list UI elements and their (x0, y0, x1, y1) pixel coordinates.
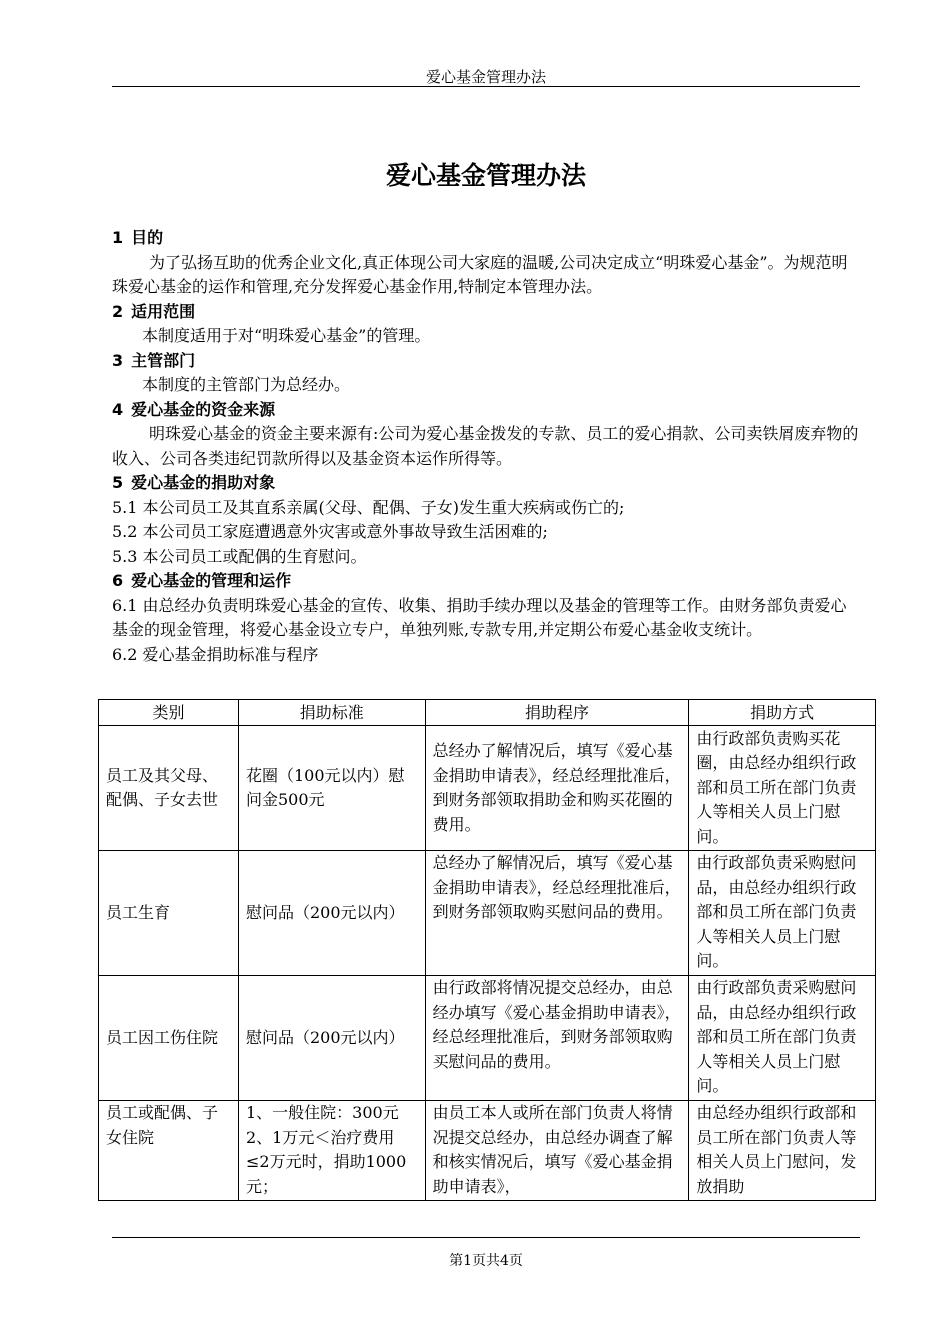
list-item: 5.2 本公司员工家庭遭遇意外灾害或意外事故导致生活困难的; (112, 522, 548, 541)
table-row (99, 726, 876, 851)
table-cell: 花圈（100元以内）慰问金500元 (238, 726, 425, 851)
section-title: 主管部门 (131, 350, 196, 370)
section-paragraph-2: 本制度适用于对“明珠爱心基金”的管理。 (142, 326, 431, 345)
section-title: 目的 (131, 228, 164, 247)
table-row (99, 851, 876, 976)
section-number: 5 (112, 473, 124, 492)
list-item: 5.3 本公司员工或配偶的生育慰问。 (112, 546, 367, 566)
section-heading-6 (112, 569, 862, 594)
table-row (99, 976, 876, 1101)
table-cell: 员工或配偶、子女住院 (99, 1101, 239, 1201)
running-header: 爱心基金管理办法 (425, 68, 546, 86)
column-header: 类别 (99, 700, 239, 726)
table-cell: 1、一般住院：300元 2、1万元＜治疗费用≤2万元时，捐助1000元； (238, 1101, 425, 1201)
section-number: 3 (112, 350, 124, 370)
section-number: 6 (112, 571, 124, 590)
table-cell: 员工因工伤住院 (99, 976, 239, 1101)
section-title: 爱心基金的捐助对象 (131, 473, 276, 492)
column-header: 捐助标准 (238, 700, 425, 726)
section-paragraph-6-2: 6.2 爱心基金捐助标准与程序 (112, 644, 319, 664)
column-header: 捐助方式 (689, 700, 876, 726)
page-number: 第1页共4页 (449, 1253, 523, 1269)
table-cell: 慰问品（200元以内） (238, 851, 425, 976)
table-cell: 慰问品（200元以内） (238, 976, 425, 1101)
section-number: 1 (112, 228, 124, 247)
footer-rule (112, 1237, 860, 1238)
table-cell: 员工及其父母、配偶、子女去世 (99, 726, 239, 851)
section-paragraph-4: 明珠爱心基金的资金主要来源有:公司为爱心基金拨发的专款、员工的爱心捐款、公司卖铁屑废弃物的收入、公司各类违纪罚款所得以及基金资本运作所得等。 (112, 424, 859, 468)
section-number: 4 (112, 399, 124, 419)
section-heading-5 (112, 471, 862, 496)
column-header: 捐助程序 (425, 700, 689, 726)
table-row (99, 1101, 876, 1201)
table-cell: 由行政部负责采购慰问品，由总经办组织行政部和员工所在部门负责人等相关人员上门慰问。 (689, 976, 876, 1101)
table-cell: 由行政部将情况提交总经办，由总经办填写《爱心基金捐助申请表》，经总经理批准后，到财务部领取购买慰问品的费用。 (425, 976, 689, 1101)
table-cell: 总经办了解情况后，填写《爱心基金捐助申请表》，经总经理批准后，到财务部领取购买慰问品的费用。 (425, 851, 689, 976)
section-paragraph-1: 为了弘扬互助的优秀企业文化,真正体现公司大家庭的温暖,公司决定成立“明珠爱心基金”。为规范明珠爱心基金的运作和管理,充分发挥爱心基金作用,特制定本管理办法。 (112, 252, 848, 296)
section-paragraph-6-1: 6.1 由总经办负责明珠爱心基金的宣传、收集、捐助手续办理以及基金的管理等工作。由财务部负责爱心基金的现金管理，将爱心基金设立专户，单独列账,专款专用,并定期公布爱心基金收支统计。 (112, 595, 847, 639)
section-number: 2 (112, 301, 124, 321)
table-cell: 由行政部负责购买花圈，由总经办组织行政部和员工所在部门负责人等相关人员上门慰问。 (689, 726, 876, 851)
section-heading-2 (112, 300, 862, 325)
table-cell: 由总经办组织行政部和员工所在部门负责人等相关人员上门慰问，发放捐助 (689, 1101, 876, 1201)
section-paragraph-3: 本制度的主管部门为总经办。 (142, 375, 351, 394)
list-item: 5.1 本公司员工及其直系亲属(父母、配偶、子女)发生重大疾病或伤亡的; (112, 497, 625, 517)
donation-standards-table (98, 699, 876, 1201)
section-title: 适用范围 (131, 301, 196, 321)
section-title: 爱心基金的资金来源 (131, 399, 276, 419)
table-cell: 由行政部负责采购慰问品，由总经办组织行政部和员工所在部门负责人等相关人员上门慰问。 (689, 851, 876, 976)
document-title: 爱心基金管理办法 (385, 161, 586, 190)
table-cell: 总经办了解情况后，填写《爱心基金捐助申请表》，经总经理批准后，到财务部领取捐助金和购买花圈的费用。 (425, 726, 689, 851)
table-header-row (99, 700, 876, 726)
document-body (112, 226, 862, 667)
section-heading-4 (112, 398, 862, 423)
section-heading-3 (112, 349, 862, 374)
header-rule (112, 86, 860, 87)
section-title: 爱心基金的管理和运作 (131, 571, 292, 590)
table-cell: 员工生育 (99, 851, 239, 976)
table-cell: 由员工本人或所在部门负责人将情况提交总经办，由总经办调查了解和核实情况后，填写《爱心基金捐助申请表》， (425, 1101, 689, 1201)
section-heading-1 (112, 226, 862, 251)
